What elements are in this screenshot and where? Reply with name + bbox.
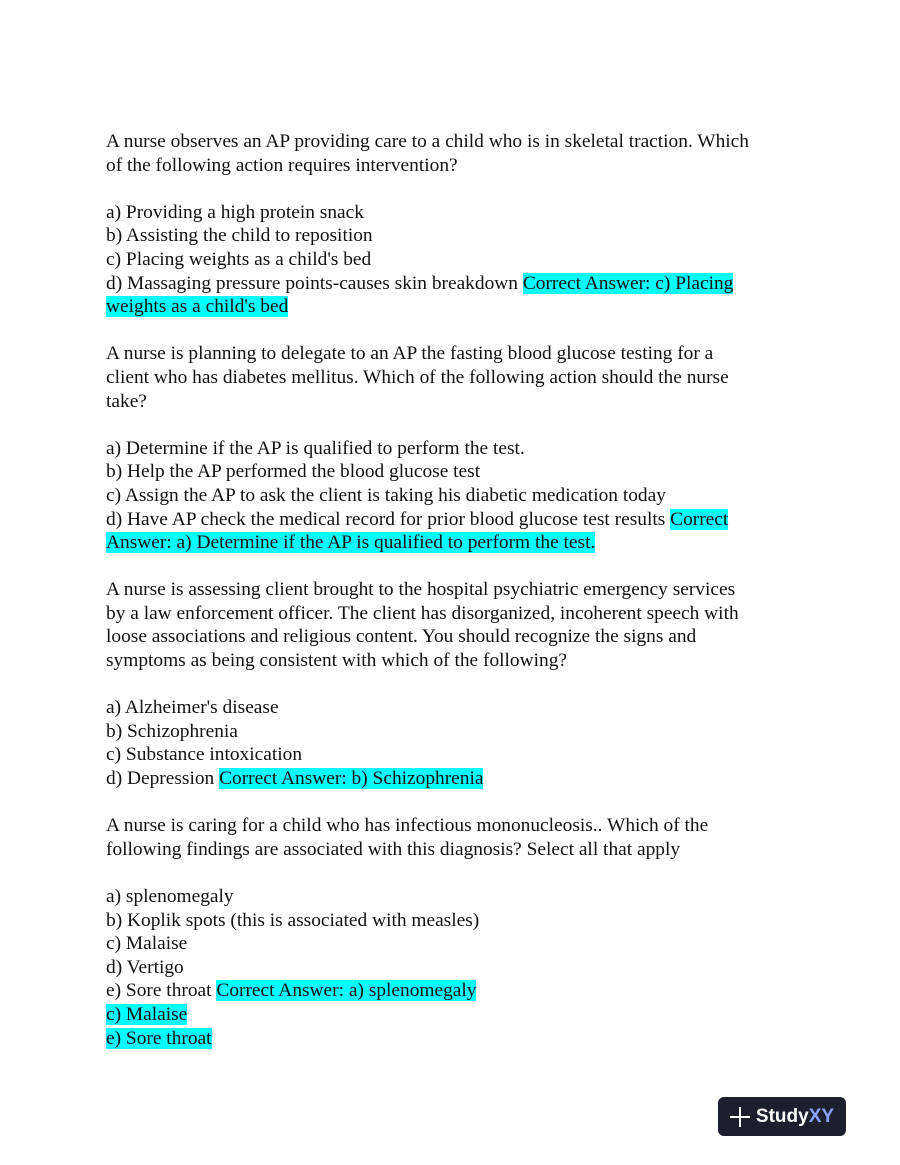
options-list [106, 696, 796, 790]
option-e-with-answer [106, 979, 796, 1003]
studyxy-logo [718, 1097, 846, 1136]
option-c: c) Malaise [106, 933, 188, 955]
correct-answer-continuation: c) Malaise [106, 1003, 188, 1025]
option-d: d) Massaging pressure points-causes skin breakdown [106, 272, 523, 294]
option-c: c) Substance intoxication [106, 744, 303, 766]
stem-line: take? [106, 390, 147, 412]
question-stem [106, 342, 796, 413]
correct-answer-highlight: Correct Answer: a) splenomegaly [216, 980, 477, 1002]
question-stem [106, 578, 796, 672]
option-d: d) Vertigo [106, 956, 184, 978]
option-d-with-answer [106, 767, 796, 791]
option-b: b) Assisting the child to reposition [106, 225, 373, 247]
options-list [106, 437, 796, 555]
logo-text: StudyXY [755, 1105, 835, 1127]
option-c: c) Placing weights as a child's bed [106, 248, 372, 270]
option-e: e) Sore throat [106, 980, 217, 1002]
stem-line: A nurse is planning to delegate to an AP the fasting blood glucose testing for a [106, 343, 714, 365]
option-d: d) Depression [106, 768, 220, 790]
option-b: b) Help the AP performed the blood glucose test [106, 461, 481, 483]
option-a: a) Determine if the AP is qualified to perform the test. [106, 437, 525, 459]
correct-answer-highlight: Correct Answer: c) Placing [522, 272, 734, 294]
question-1 [106, 130, 796, 319]
plus-icon [730, 1107, 750, 1127]
stem-line: by a law enforcement officer. The client has disorganized, incoherent speech with [106, 602, 739, 624]
stem-line: of the following action requires intervention? [106, 154, 458, 176]
option-a: a) Alzheimer's disease [106, 697, 279, 719]
stem-line: symptoms as being consistent with which of the following? [106, 650, 568, 672]
question-stem [106, 814, 796, 861]
stem-line: client who has diabetes mellitus. Which of the following action should the nurse [106, 366, 729, 388]
question-2 [106, 342, 796, 554]
stem-line: A nurse is assessing client brought to the hospital psychiatric emergency services [106, 579, 736, 601]
stem-line: loose associations and religious content. You should recognize the signs and [106, 626, 697, 648]
document-page [106, 130, 796, 1074]
stem-line: following findings are associated with this diagnosis? Select all that apply [106, 838, 681, 860]
correct-answer-highlight: Correct [670, 508, 729, 530]
option-b: b) Koplik spots (this is associated with measles) [106, 909, 480, 931]
correct-answer-highlight: Correct Answer: b) Schizophrenia [219, 768, 484, 790]
correct-answer-continuation: Answer: a) Determine if the AP is qualified to perform the test. [106, 532, 596, 554]
correct-answer-continuation: e) Sore throat [106, 1027, 212, 1049]
question-4 [106, 814, 796, 1050]
option-c: c) Assign the AP to ask the client is taking his diabetic medication today [106, 484, 666, 506]
stem-line: A nurse observes an AP providing care to a child who is in skeletal traction. Which [106, 131, 749, 152]
option-a: a) splenomegaly [106, 886, 234, 907]
correct-answer-continuation: weights as a child's bed [106, 296, 289, 318]
question-stem [106, 130, 796, 177]
option-b: b) Schizophrenia [106, 720, 238, 742]
option-d-with-answer [106, 508, 796, 532]
options-list [106, 201, 796, 319]
option-a: a) Providing a high protein snack [106, 201, 364, 223]
option-d: d) Have AP check the medical record for prior blood glucose test results [106, 508, 671, 530]
option-d-with-answer [106, 272, 796, 296]
options-list [106, 885, 796, 1050]
stem-line: A nurse is caring for a child who has infectious mononucleosis.. Which of the [106, 815, 709, 837]
question-3 [106, 578, 796, 790]
